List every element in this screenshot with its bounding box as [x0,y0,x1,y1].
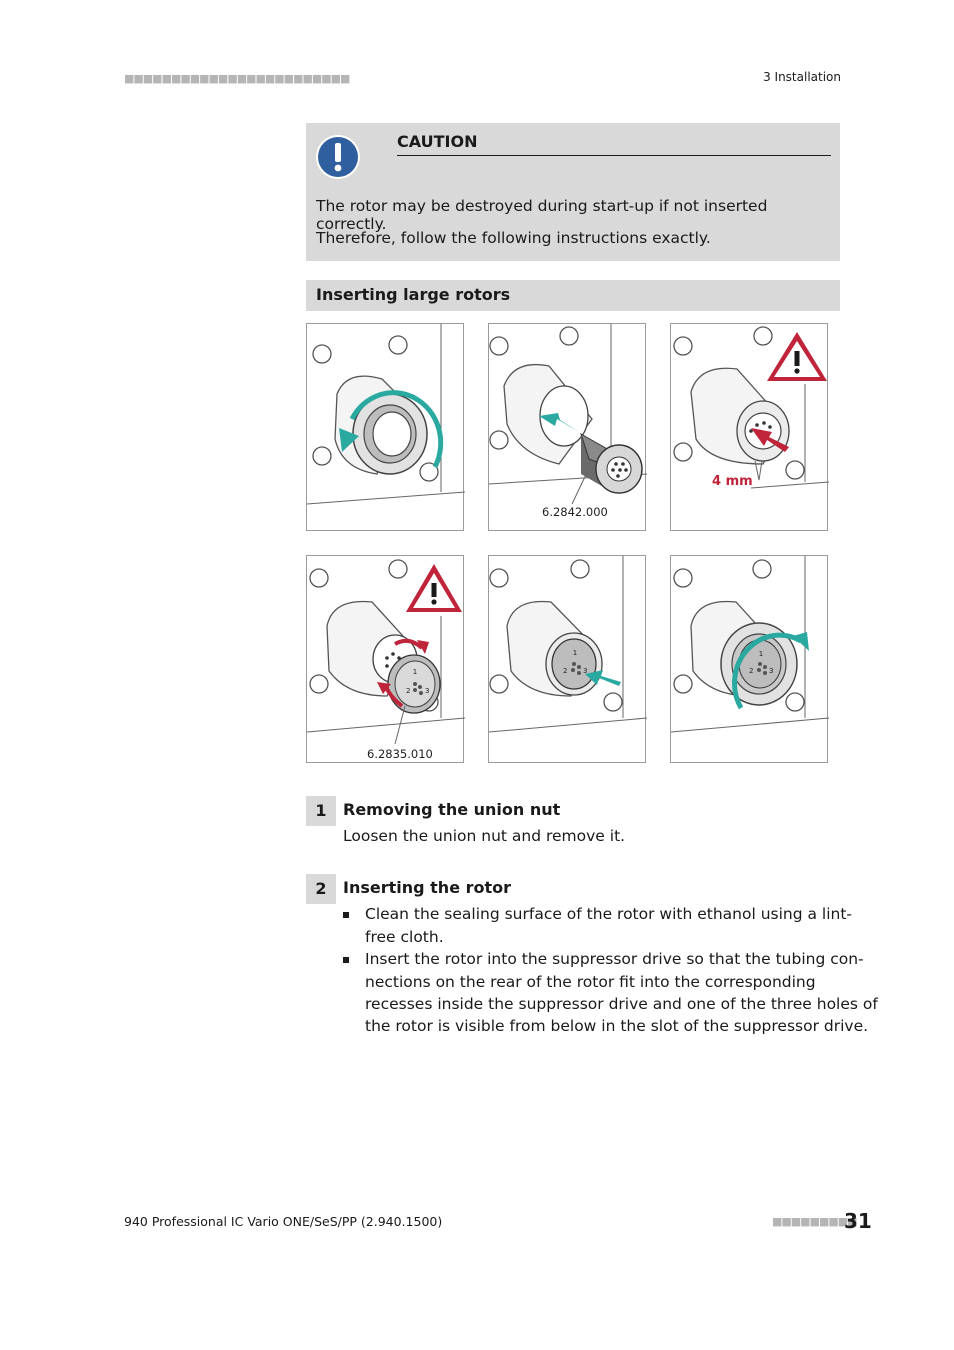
bullet-2-line-1: Insert the rotor into the suppressor drive so that the tubing con- [365,950,864,968]
svg-text:3: 3 [769,667,774,675]
figure-remove-nut [306,323,464,531]
figure-tighten-nut [670,555,828,763]
bullet-2-line-2: nections on the rear of the rotor fit into the corresponding [365,973,816,991]
header-decoration: ■■■■■■■■■■■■■■■■■■■■■■■■ [124,72,350,85]
exclamation-icon [315,134,361,180]
bullet-1-line-2: free cloth. [365,928,444,946]
bullet-marker [343,957,349,963]
section-heading [306,280,840,311]
part-number-label: 6.2835.010 [367,747,433,761]
page-number: 31 [844,1209,872,1233]
caution-title: CAUTION [397,132,478,151]
illustration-tighten-nut [671,556,829,764]
footer-decoration: ■■■■■■■■■ [772,1215,857,1228]
header-section-title: 3 Installation [763,70,841,84]
svg-text:1: 1 [572,649,578,657]
illustration-align-rotor [307,556,465,764]
caution-box [306,123,840,261]
depth-label: 4 mm [712,474,753,489]
caution-text-1: The rotor may be destroyed during start-up if not inserted correctly. [316,197,768,233]
caution-rule [397,155,831,156]
illustration-remove-nut [307,324,465,532]
step-number-1: 1 [306,796,336,826]
svg-text:1: 1 [758,650,764,658]
bullet-2-line-4: the rotor is visible from below in the slot of the suppressor drive. [365,1017,869,1035]
figure-align-rotor [306,555,464,763]
figure-insert-rotor [488,323,646,531]
svg-text:2: 2 [563,667,568,675]
part-number-label: 6.2842.000 [542,505,608,519]
svg-text:2: 2 [749,667,754,675]
illustration-4mm-depth [671,324,829,532]
bullet-marker [343,912,349,918]
step-title-1: Removing the union nut [343,800,561,819]
caution-text-2: Therefore, follow the following instructions exactly. [316,229,711,247]
illustration-push-rotor [489,556,647,764]
figure-push-rotor [488,555,646,763]
footer-document-title: 940 Professional IC Vario ONE/SeS/PP (2.940.1500) [124,1214,443,1229]
step-text-1: Loosen the union nut and remove it. [343,827,626,845]
svg-text:3: 3 [583,667,588,675]
bullet-2-line-3: recesses inside the suppressor drive and one of the three holes of [365,995,878,1013]
section-heading-text: Inserting large rotors [316,285,511,304]
illustration-insert-rotor [489,324,647,532]
figure-4mm-depth [670,323,828,531]
svg-text:1: 1 [412,668,418,676]
svg-text:2: 2 [406,687,411,695]
bullet-1-line-1: Clean the sealing surface of the rotor with ethanol using a lint- [365,905,853,923]
step-number-2: 2 [306,874,336,904]
step-title-2: Inserting the rotor [343,878,512,897]
svg-text:3: 3 [425,687,430,695]
